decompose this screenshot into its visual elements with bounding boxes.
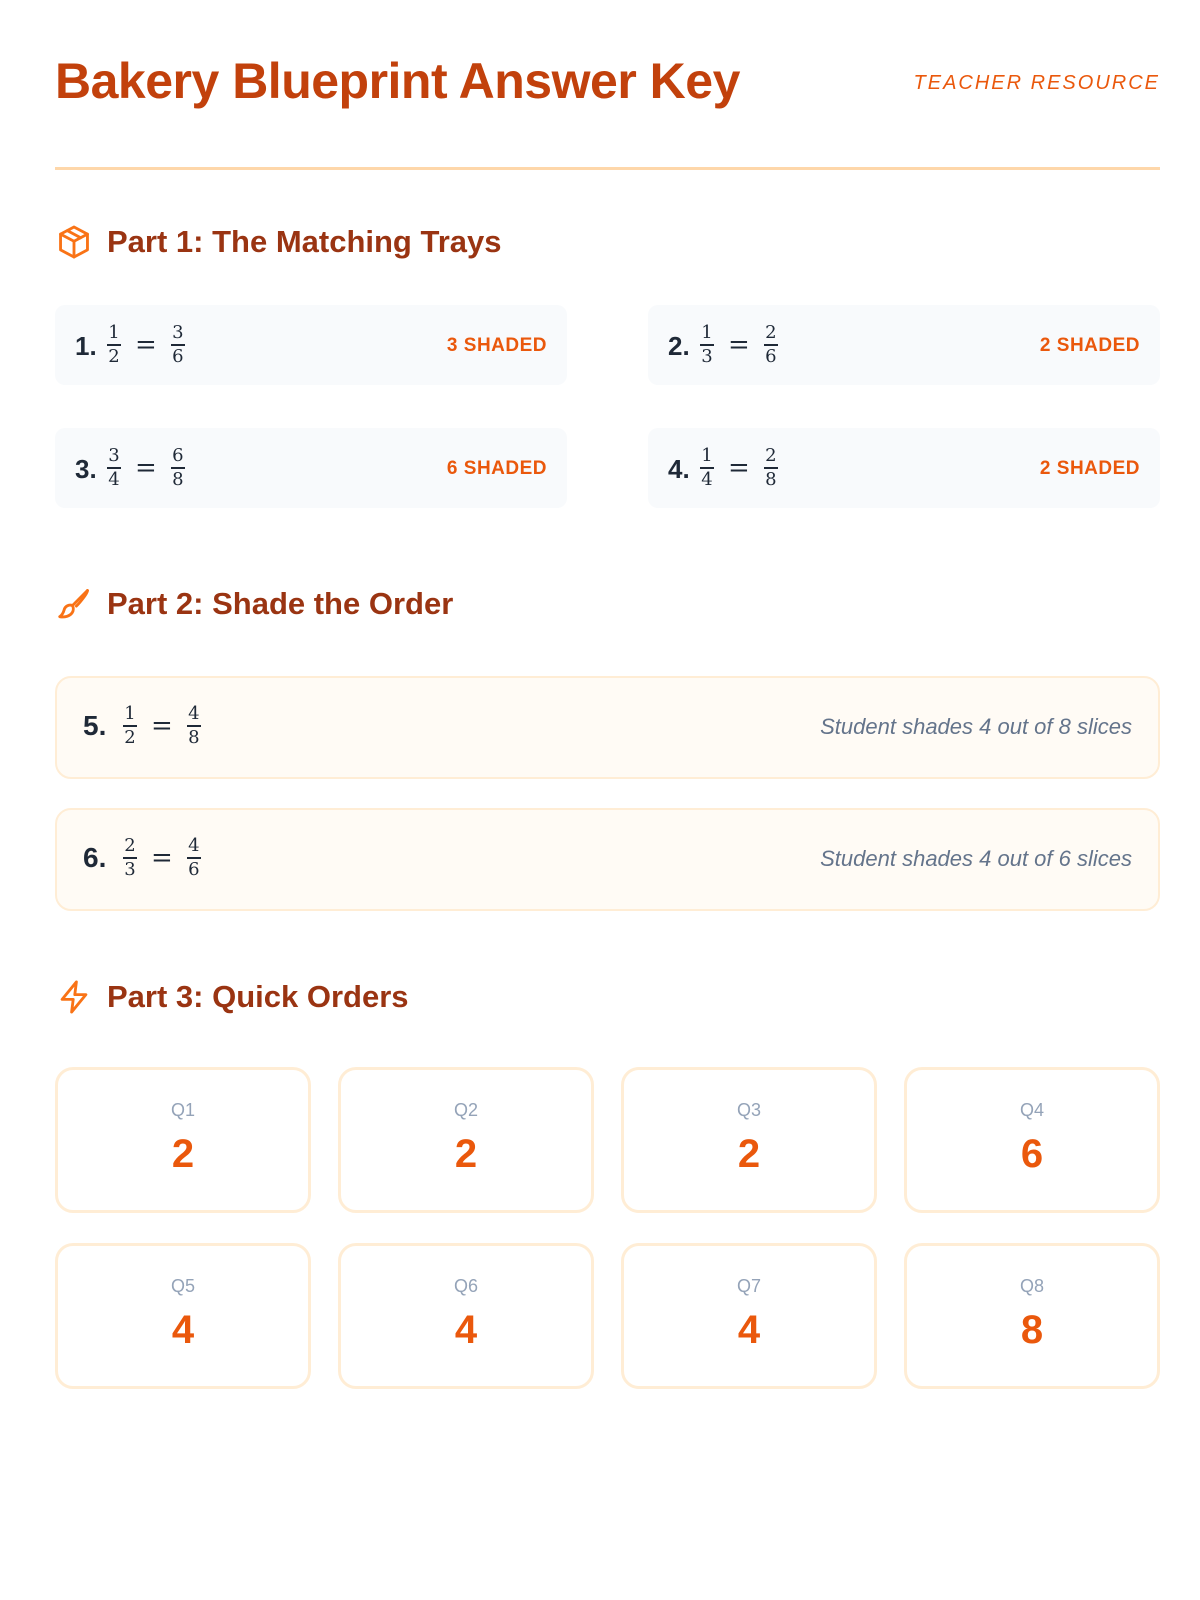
denominator: 4 xyxy=(108,468,120,490)
answer-value: 2 xyxy=(171,1132,195,1176)
answer-value: 2 xyxy=(454,1132,478,1176)
denominator: 8 xyxy=(188,726,200,748)
question-label: Q2 xyxy=(453,1100,478,1120)
brush-icon xyxy=(55,585,93,623)
shaded-count: 6 SHADED xyxy=(446,458,547,479)
page-title: Bakery Blueprint Answer Key xyxy=(55,53,740,109)
numerator: 1 xyxy=(108,322,120,343)
fraction xyxy=(764,446,778,490)
item-number: 1. xyxy=(75,331,97,361)
equals-sign: = xyxy=(151,842,173,873)
denominator: 4 xyxy=(701,468,713,490)
question-label: Q4 xyxy=(1019,1100,1044,1120)
numerator: 1 xyxy=(701,322,713,343)
equals-sign: = xyxy=(728,329,750,360)
fraction xyxy=(700,323,714,367)
quick-order-card xyxy=(904,1243,1160,1389)
part2-heading xyxy=(55,584,453,624)
numerator: 6 xyxy=(172,445,184,466)
quick-order-card xyxy=(55,1243,311,1389)
question-label: Q7 xyxy=(736,1276,761,1296)
page-header xyxy=(55,52,1160,122)
shaded-count: 2 SHADED xyxy=(1039,458,1140,479)
answer-value: 6 xyxy=(1020,1132,1044,1176)
part1-heading xyxy=(55,222,502,262)
denominator: 6 xyxy=(765,345,777,367)
shading-note: Student shades 4 out of 8 slices xyxy=(820,714,1132,739)
quick-order-card xyxy=(55,1067,311,1213)
fraction-equation xyxy=(107,446,185,490)
item-number: 3. xyxy=(75,454,97,484)
fraction-equation xyxy=(123,704,201,748)
part3-title: Part 3: Quick Orders xyxy=(107,979,409,1014)
tray-card-4 xyxy=(648,428,1160,508)
part1-title: Part 1: The Matching Trays xyxy=(107,224,502,259)
numerator: 2 xyxy=(765,445,777,466)
fraction-equation xyxy=(700,446,778,490)
item-number: 6. xyxy=(83,842,107,873)
numerator: 3 xyxy=(172,322,184,343)
numerator: 4 xyxy=(188,835,200,856)
numerator: 1 xyxy=(701,445,713,466)
shaded-count: 2 SHADED xyxy=(1039,335,1140,356)
tray-card-2 xyxy=(648,305,1160,385)
fraction xyxy=(123,836,137,880)
question-label: Q5 xyxy=(170,1276,195,1296)
fraction xyxy=(107,446,121,490)
denominator: 8 xyxy=(172,468,184,490)
answer-value: 2 xyxy=(737,1132,761,1176)
shading-note: Student shades 4 out of 6 slices xyxy=(820,846,1132,871)
quick-order-card xyxy=(621,1243,877,1389)
question-label: Q8 xyxy=(1019,1276,1044,1296)
denominator: 2 xyxy=(124,726,136,748)
fraction xyxy=(187,704,201,748)
teacher-resource-tag: TEACHER RESOURCE xyxy=(913,72,1160,94)
answer-value: 4 xyxy=(171,1308,195,1352)
denominator: 6 xyxy=(172,345,184,367)
box-icon xyxy=(55,223,93,261)
answer-value: 4 xyxy=(737,1308,761,1352)
quick-order-card xyxy=(621,1067,877,1213)
question-label: Q6 xyxy=(453,1276,478,1296)
quick-order-card xyxy=(338,1067,594,1213)
tray-card-1 xyxy=(55,305,567,385)
answer-value: 8 xyxy=(1020,1308,1044,1352)
question-label: Q1 xyxy=(170,1100,195,1120)
order-card-5 xyxy=(55,676,1160,779)
equals-sign: = xyxy=(135,452,157,483)
item-number: 4. xyxy=(668,454,690,484)
fraction xyxy=(123,704,137,748)
fraction xyxy=(171,446,185,490)
order-card-6 xyxy=(55,808,1160,911)
tray-card-3 xyxy=(55,428,567,508)
denominator: 2 xyxy=(108,345,120,367)
numerator: 2 xyxy=(765,322,777,343)
quick-order-card xyxy=(338,1243,594,1389)
fraction-equation xyxy=(700,323,778,367)
denominator: 3 xyxy=(124,858,136,880)
part3-heading xyxy=(55,977,409,1017)
equals-sign: = xyxy=(728,452,750,483)
numerator: 1 xyxy=(124,703,136,724)
fraction xyxy=(171,323,185,367)
denominator: 8 xyxy=(765,468,777,490)
answer-value: 4 xyxy=(454,1308,478,1352)
numerator: 2 xyxy=(124,835,136,856)
item-number: 5. xyxy=(83,710,107,741)
denominator: 3 xyxy=(701,345,713,367)
part2-title: Part 2: Shade the Order xyxy=(107,586,454,621)
fraction-equation xyxy=(123,836,201,880)
shaded-count: 3 SHADED xyxy=(446,335,547,356)
equals-sign: = xyxy=(135,329,157,360)
quick-order-card xyxy=(904,1067,1160,1213)
question-label: Q3 xyxy=(736,1100,761,1120)
fraction xyxy=(764,323,778,367)
numerator: 3 xyxy=(108,445,120,466)
fraction xyxy=(700,446,714,490)
equals-sign: = xyxy=(151,710,173,741)
fraction-equation xyxy=(107,323,185,367)
fraction xyxy=(107,323,121,367)
fraction xyxy=(187,836,201,880)
lightning-icon xyxy=(55,978,93,1016)
item-number: 2. xyxy=(668,331,690,361)
header-divider xyxy=(55,167,1160,170)
numerator: 4 xyxy=(188,703,200,724)
denominator: 6 xyxy=(188,858,200,880)
